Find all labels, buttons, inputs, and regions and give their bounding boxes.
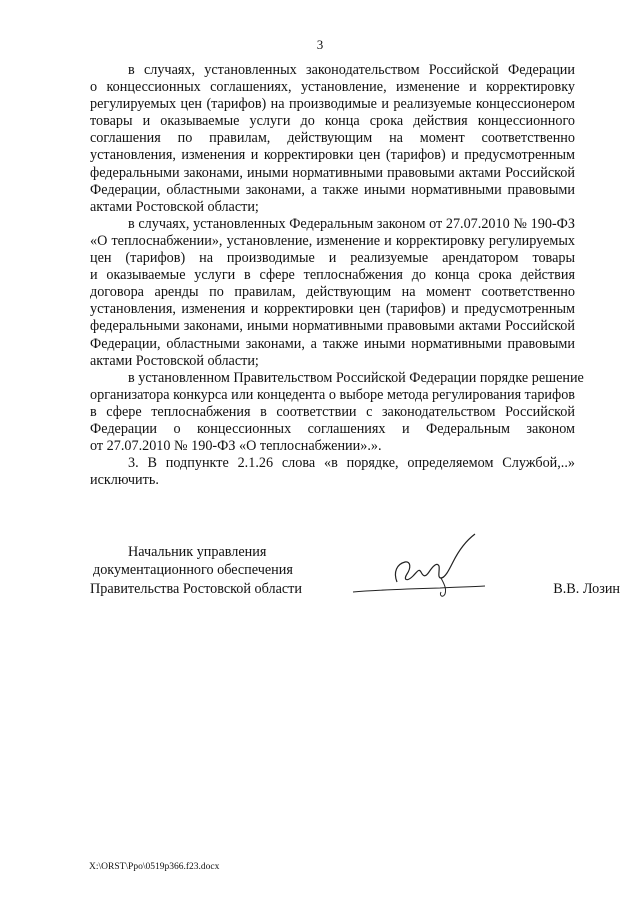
body-text-line: договора аренды по правилам, действующим на момент соответственно xyxy=(90,284,575,301)
body-text-line: установления, изменения и корректировки цен (тарифов) и предусмотренным xyxy=(90,301,575,318)
document-body xyxy=(90,62,584,489)
body-text-line: в случаях, установленных Федеральным законом от 27.07.2010 № 190-ФЗ xyxy=(128,215,575,232)
signatory-name: В.В. Лозин xyxy=(553,581,620,597)
body-text-line: цен (тарифов) на производимые и реализуемые арендатором товары xyxy=(90,250,575,267)
body-text-line: актами Ростовской области; xyxy=(90,352,259,369)
signature-block xyxy=(90,544,620,614)
body-text-line: Федерации, областными законами, а также иными нормативными правовыми xyxy=(90,335,575,352)
body-text-line: федеральными законами, иными нормативными правовыми актами Российской xyxy=(90,318,575,335)
body-text-line: установления, изменения и корректировки цен (тарифов) и предусмотренным xyxy=(90,147,575,164)
body-text-line: от 27.07.2010 № 190-ФЗ «О теплоснабжении».». xyxy=(90,438,382,455)
body-text-line: товары и оказываемые услуги до конца срока действия концессионного xyxy=(90,113,575,130)
body-text-line: и оказываемые услуги в сфере теплоснабжения до конца срока действия xyxy=(90,267,575,284)
body-text-line: актами Ростовской области; xyxy=(90,198,259,215)
body-text-line: федеральными законами, иными нормативными правовыми актами Российской xyxy=(90,164,575,181)
body-text-line: регулируемых цен (тарифов) на производимые и реализуемые концессионером xyxy=(90,96,575,113)
signatory-title-line-3: Правительства Ростовской области xyxy=(90,581,302,597)
body-text-line: в случаях, установленных законодательством Российской Федерации xyxy=(128,62,575,78)
body-text-line: в установленном Правительством Российской Федерации порядке решение xyxy=(128,369,584,386)
signatory-title-line-2: документационного обеспечения xyxy=(93,562,293,578)
page-number: 3 xyxy=(316,37,324,52)
body-text-line: 3. В подпункте 2.1.26 слова «в порядке, определяемом Службой,..» xyxy=(128,455,575,472)
body-text-line: исключить. xyxy=(90,472,159,489)
signatory-title-line-1: Начальник управления xyxy=(128,544,267,560)
body-text-line: «О теплоснабжении», установление, изменение и корректировку регулируемых xyxy=(90,232,575,249)
handwritten-signature-image xyxy=(345,532,495,604)
body-text-line: о концессионных соглашениях, установление, изменение и корректировку xyxy=(90,79,575,96)
body-text-line: Федерации, областными законами, а также иными нормативными правовыми xyxy=(90,181,575,198)
file-path-footer: X:\ORST\Ppo\0519p366.f23.docx xyxy=(89,862,220,872)
body-text-line: Федерации о концессионных соглашениях и Федеральным законом xyxy=(90,420,575,437)
body-text-line: организатора конкурса или концедента о выборе метода регулирования тарифов xyxy=(90,386,575,403)
body-text-line: соглашения по правилам, действующим на момент соответственно xyxy=(90,130,575,147)
body-text-line: в сфере теплоснабжения в соответствии с законодательством Российской xyxy=(90,403,575,420)
